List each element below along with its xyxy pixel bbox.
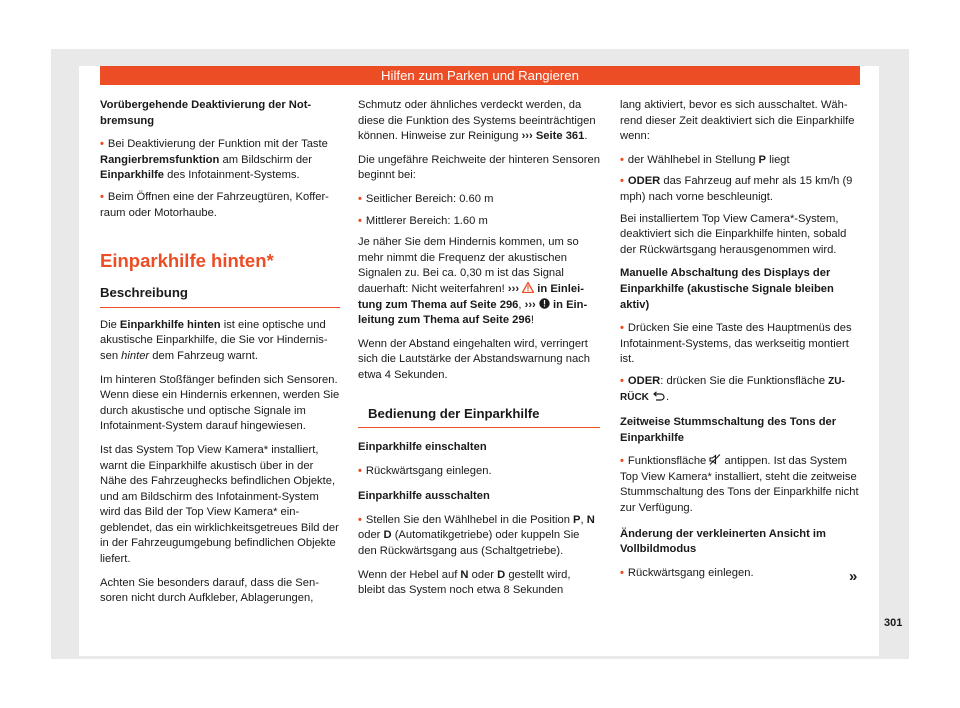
bullet-icon: • bbox=[620, 322, 624, 335]
heading-fullscreen: Änderung der verkleinerten Ansicht im Vollbildmodus bbox=[620, 527, 826, 556]
heading-temp-deactivation: Vorübergehende Deaktivierung der Notbremsung bbox=[100, 99, 312, 127]
heading-manual-display-off: Manuelle Abschaltung des Displays der Einparkhilfe (akustische Signale bleiben aktiv) bbox=[620, 267, 834, 311]
column-left bbox=[100, 98, 340, 615]
heading-enable: Einparkhilfe einschalten bbox=[358, 441, 487, 454]
bullet-icon: • bbox=[620, 175, 624, 188]
list-item: • ODER das Fahrzeug auf mehr als 15 km/h (9 mph) nach vorne beschleunigt. bbox=[620, 175, 853, 203]
paragraph: Bei installiertem Top View Camera*-System, deaktiviert sich die Einparkhilfe hinten, sobald der Rückwärtsgang herausgenommen wird. bbox=[620, 212, 847, 256]
subsection-title: Beschreibung bbox=[100, 285, 340, 308]
list-item: • der Wählhebel in Stellung P liegt bbox=[620, 153, 790, 166]
list-item: • Beim Öffnen eine der Fahrzeugtüren, Kofferraum oder Motorhaube. bbox=[100, 190, 329, 219]
back-button-label[interactable]: ZURÜCK bbox=[620, 375, 845, 403]
bullet-icon: • bbox=[100, 190, 104, 203]
bullet-icon: • bbox=[100, 138, 104, 151]
bullet-icon: • bbox=[620, 153, 624, 166]
warning-reference-link[interactable]: ››› in Einleitung zum Thema auf Seite 296 bbox=[358, 282, 584, 311]
page-number: 301 bbox=[884, 617, 903, 629]
back-arrow-icon bbox=[652, 391, 666, 401]
continued-marker: » bbox=[849, 568, 858, 585]
bullet-icon: • bbox=[620, 374, 624, 387]
list-item: • Seitlicher Bereich: 0.60 m bbox=[358, 192, 494, 205]
mute-icon bbox=[709, 454, 721, 465]
subsection-title: Bedienung der Einparkhilfe bbox=[358, 394, 600, 429]
list-item: • Bei Deaktivierung der Funktion mit der Taste Rangierbremsfunktion am Bildschirm der Einparkhilfe des Infotainment-Systems. bbox=[100, 138, 328, 182]
paragraph: Im hinteren Stoßfänger befinden sich Sensoren. Wenn diese ein Hindernis erkennen, werden Sie durch akustische und optische Signale im Infotainment-System darauf hingewiesen. bbox=[100, 373, 340, 433]
heading-disable: Einparkhilfe ausschalten bbox=[358, 490, 490, 503]
bullet-icon: • bbox=[358, 464, 362, 477]
paragraph: Die Einparkhilfe hinten ist eine optische und akustische Einparkhilfe, die Sie vor Hindernissen hinter dem Fahrzeug warnt. bbox=[100, 318, 328, 362]
paragraph: Wenn der Hebel auf N oder D gestellt wird, bleibt das System noch etwa 8 Sekunden bbox=[358, 568, 571, 597]
paragraph: Schmutz oder ähnliches verdeckt werden, da diese die Funktion des Systems beeinträchtigen können. Hinweise zur Reinigung ››› Seite 361. bbox=[358, 99, 596, 143]
bullet-icon: • bbox=[358, 513, 362, 526]
page-reference-link[interactable]: ››› Seite 361 bbox=[521, 130, 585, 143]
paragraph: Je näher Sie dem Hindernis kommen, um so mehr nimmt die Frequenz der akustischen Signalen zu. Bei ca. 0,30 m ist das Signal dauerhaft: Nicht weiterfahren! ››› in Einleitung zum Thema auf Seite 296, ››› in Einleitung zum Thema auf Seite 296! bbox=[358, 236, 588, 327]
warning-icon bbox=[522, 282, 534, 293]
page-header: Hilfen zum Parken und Rangieren bbox=[100, 66, 860, 85]
paragraph: Die ungefähre Reichweite der hinteren Sensoren beginnt bei: bbox=[358, 153, 600, 182]
column-middle bbox=[358, 98, 600, 607]
list-item: • Rückwärtsgang einlegen. bbox=[358, 464, 492, 477]
list-item: • Mittlerer Bereich: 1.60 m bbox=[358, 214, 488, 227]
bullet-icon: • bbox=[358, 214, 362, 227]
bullet-icon: • bbox=[620, 566, 624, 579]
list-item: • Rückwärtsgang einlegen. bbox=[620, 566, 754, 579]
paragraph: lang aktiviert, bevor es sich ausschaltet. Während dieser Zeit deaktiviert sich die Einparkhilfe wenn: bbox=[620, 99, 855, 143]
column-right bbox=[620, 98, 862, 587]
list-item: • Drücken Sie eine Taste des Hauptmenüs des Infotainment-Systems, das werkseitig montiert ist. bbox=[620, 322, 852, 366]
list-item: • ODER: drücken Sie die Funktionsfläche ZURÜCK . bbox=[620, 374, 845, 403]
paragraph: Ist das System Top View Kamera* installiert, warnt die Einparkhilfe akustisch über in der Nähe des Fahrzeughecks befindlichen Objekte, und am Bildschirm des Infotainment-System wird das Bild der Top View Kamera* eingeblendet, das ein wirklichkeitsgetreues Bild der in der Fahrzeugumgebung befindlichen Objekte liefert. bbox=[100, 443, 339, 566]
heading-mute: Zeitweise Stummschaltung des Tons der Einparkhilfe bbox=[620, 416, 837, 444]
info-reference-link[interactable]: ››› in Einleitung zum Thema auf Seite 296 bbox=[358, 298, 588, 327]
list-item: • Stellen Sie den Wählhebel in die Position P, N oder D (Automatikgetriebe) oder kuppeln Sie den Rückwärtsgang aus (Schaltgetriebe). bbox=[358, 513, 595, 558]
paragraph: Achten Sie besonders darauf, dass die Sensoren nicht durch Aufkleber, Ablagerungen, bbox=[100, 576, 319, 605]
list-item: • Funktionsfläche antippen. Ist das System Top View Kamera* installiert, steht die zeitweise Stummschaltung des Tons der Einparkhilfe nicht zur Verfügung. bbox=[620, 455, 859, 515]
section-title: Einparkhilfe hinten* bbox=[100, 250, 274, 272]
info-icon bbox=[539, 298, 550, 309]
bullet-icon: • bbox=[358, 192, 362, 205]
bullet-icon: • bbox=[620, 455, 624, 468]
paragraph: Wenn der Abstand eingehalten wird, verringert sich die Lautstärke der Abstandswarnung nach etwa 4 Sekunden. bbox=[358, 337, 590, 381]
